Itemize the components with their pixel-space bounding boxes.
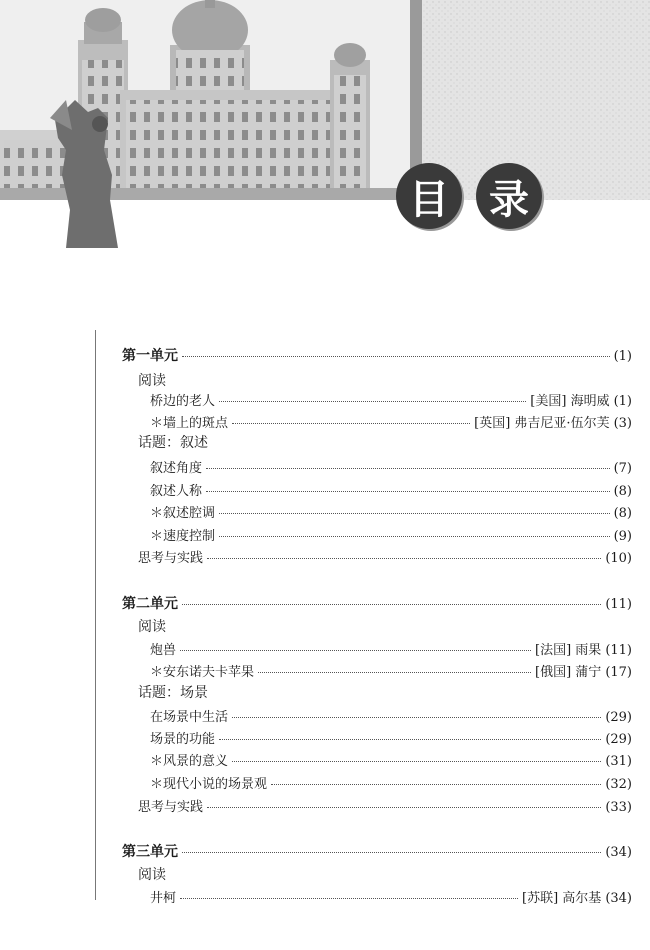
toc-label: 阅读 bbox=[138, 867, 166, 883]
toc-label: 第一单元 bbox=[122, 348, 178, 364]
toc-entry bbox=[150, 706, 632, 725]
title-char-lu: 录 bbox=[476, 163, 542, 229]
toc-author: [法国] 雨果 bbox=[535, 643, 602, 658]
toc-page-number: (31) bbox=[605, 754, 632, 769]
header-banner bbox=[0, 0, 650, 255]
toc-entry bbox=[150, 412, 632, 431]
toc-label: 思考与实践 bbox=[138, 551, 204, 566]
dot-leader bbox=[180, 650, 531, 651]
toc-label: ＊现代小说的场景观 bbox=[150, 777, 268, 792]
toc-label: ＊风景的意义 bbox=[150, 754, 229, 769]
toc-page-number: (17) bbox=[605, 665, 632, 680]
toc-label: 思考与实践 bbox=[138, 800, 204, 815]
toc-label: 场景的功能 bbox=[150, 732, 216, 747]
toc-page-number: (8) bbox=[613, 506, 632, 521]
toc-entry bbox=[150, 457, 632, 476]
toc-page-number: (29) bbox=[605, 710, 632, 725]
toc-label: 话题：场景 bbox=[138, 685, 208, 701]
toc-entry bbox=[150, 887, 632, 906]
toc-author: [英国] 弗吉尼亚·伍尔芙 bbox=[474, 416, 610, 431]
dot-leader bbox=[207, 807, 601, 808]
dot-leader bbox=[182, 604, 601, 605]
toc-page-number: (34) bbox=[605, 845, 632, 860]
toc-label: ＊墙上的斑点 bbox=[150, 416, 229, 431]
toc-page-number: (1) bbox=[613, 394, 632, 409]
toc-entry bbox=[150, 661, 632, 680]
toc-label: 叙述人称 bbox=[150, 484, 203, 499]
toc-page-number: (3) bbox=[613, 416, 632, 431]
toc-page-number: (32) bbox=[605, 777, 632, 792]
dot-leader bbox=[232, 717, 601, 718]
toc-unit bbox=[122, 841, 632, 861]
toc-entry bbox=[150, 728, 632, 747]
toc-heading bbox=[138, 864, 166, 884]
toc-unit bbox=[122, 593, 632, 613]
toc-author: [美国] 海明威 bbox=[530, 394, 610, 409]
dot-leader bbox=[219, 536, 610, 537]
dot-leader bbox=[258, 672, 531, 673]
toc-page-number: (34) bbox=[605, 891, 632, 906]
toc-label: ＊叙述腔调 bbox=[150, 506, 216, 521]
toc-entry bbox=[150, 525, 632, 544]
toc-label: ＊安东诺夫卡苹果 bbox=[150, 665, 255, 680]
dot-leader bbox=[206, 491, 610, 492]
toc-heading bbox=[138, 616, 166, 636]
toc-page-number: (1) bbox=[613, 349, 632, 364]
toc-heading bbox=[138, 547, 632, 566]
dot-leader bbox=[219, 739, 601, 740]
title-char-mu: 目 bbox=[396, 163, 462, 229]
dot-leader bbox=[180, 898, 518, 899]
dot-leader bbox=[219, 401, 526, 402]
toc-label: 阅读 bbox=[138, 619, 166, 635]
dot-leader bbox=[182, 356, 610, 357]
toc-label: 阅读 bbox=[138, 373, 166, 389]
toc-heading bbox=[138, 682, 208, 702]
dot-leader bbox=[206, 468, 610, 469]
toc-label: 井柯 bbox=[150, 891, 177, 906]
dot-leader bbox=[271, 784, 601, 785]
toc-page-number: (29) bbox=[605, 732, 632, 747]
toc-label: 第三单元 bbox=[122, 844, 178, 860]
toc-label: 桥边的老人 bbox=[150, 394, 216, 409]
toc-page-number: (11) bbox=[605, 597, 632, 612]
dot-leader bbox=[207, 558, 601, 559]
toc-unit bbox=[122, 345, 632, 365]
toc-divider bbox=[95, 330, 96, 900]
dot-leader bbox=[182, 852, 601, 853]
toc-label: 叙述角度 bbox=[150, 461, 203, 476]
dot-leader bbox=[219, 513, 610, 514]
dot-leader bbox=[232, 423, 470, 424]
toc-label: 在场景中生活 bbox=[150, 710, 229, 725]
toc-page-number: (11) bbox=[605, 643, 632, 658]
toc-heading bbox=[138, 432, 208, 452]
toc-label: 第二单元 bbox=[122, 596, 178, 612]
toc-heading bbox=[138, 796, 632, 815]
toc-heading bbox=[138, 370, 166, 390]
toc-entry bbox=[150, 502, 632, 521]
toc-label: 炮兽 bbox=[150, 643, 177, 658]
building-illustration bbox=[0, 0, 650, 255]
toc-page-number: (9) bbox=[613, 529, 632, 544]
toc-page-number: (7) bbox=[613, 461, 632, 476]
toc-label: 话题：叙述 bbox=[138, 435, 208, 451]
toc-label: ＊速度控制 bbox=[150, 529, 216, 544]
toc-entry bbox=[150, 750, 632, 769]
toc-page-number: (10) bbox=[605, 551, 632, 566]
toc-author: [俄国] 蒲宁 bbox=[535, 665, 602, 680]
toc-page-number: (8) bbox=[613, 484, 632, 499]
toc-entry bbox=[150, 390, 632, 409]
toc-page-number: (33) bbox=[605, 800, 632, 815]
toc-author: [苏联] 高尔基 bbox=[522, 891, 602, 906]
toc-entry bbox=[150, 773, 632, 792]
toc-entry bbox=[150, 480, 632, 499]
dot-leader bbox=[232, 761, 601, 762]
toc-entry bbox=[150, 639, 632, 658]
